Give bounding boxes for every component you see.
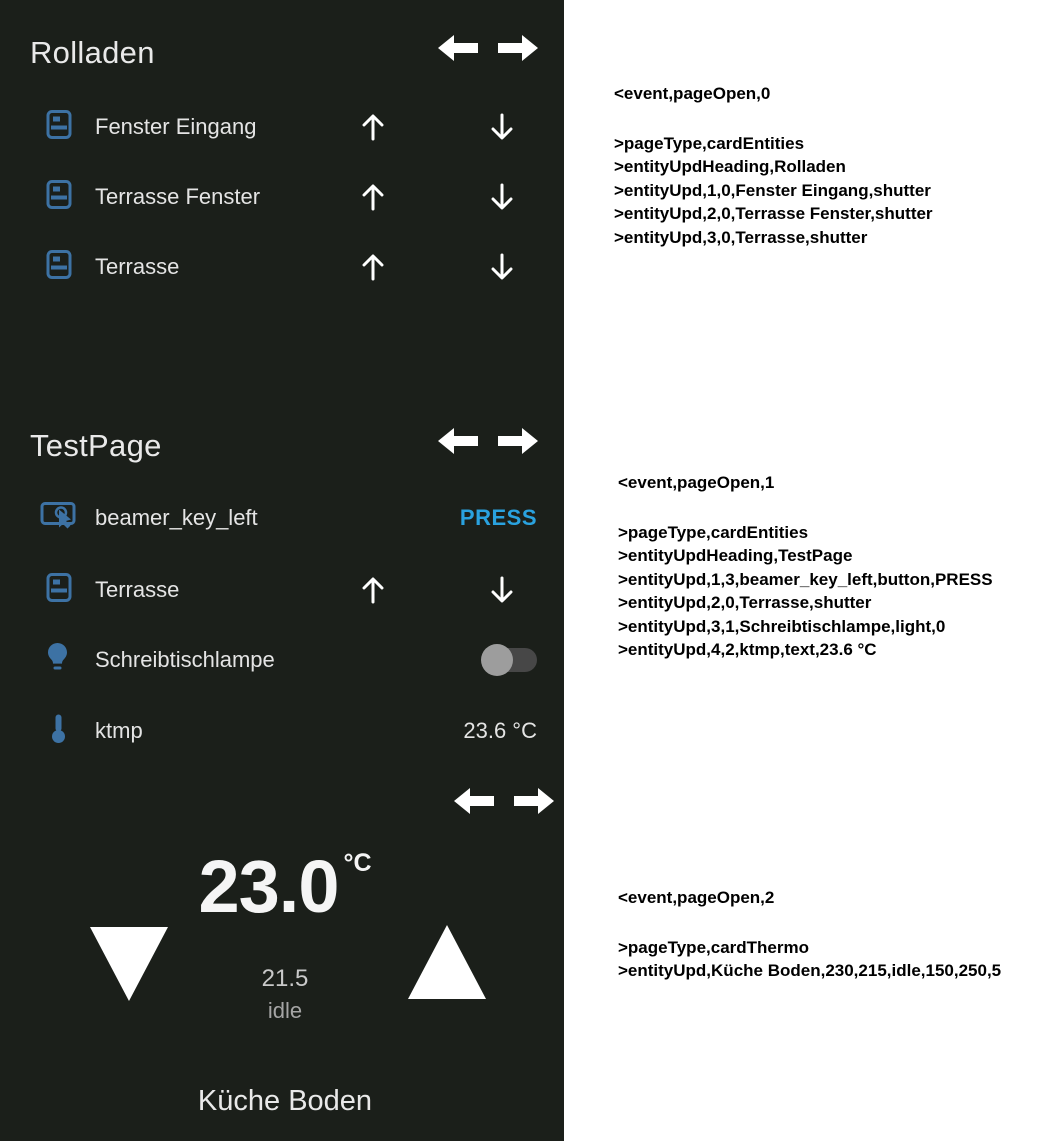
protocol-block-page2: [618, 886, 1001, 983]
protocol-line: >entityUpd,2,0,Terrasse Fenster,shutter: [614, 204, 933, 223]
thermometer-icon: [50, 713, 67, 749]
shutter-down-icon[interactable]: [489, 181, 515, 213]
entity-label: Terrasse: [95, 254, 180, 279]
entity-row: [0, 559, 564, 621]
thermo-title: Küche Boden: [197, 1085, 373, 1117]
nav-right-arrow-icon[interactable]: [496, 426, 540, 456]
protocol-line: >entityUpd,Küche Boden,230,215,idle,150,250,5: [618, 961, 1002, 980]
toggle-knob: [481, 644, 513, 676]
gesture-tap-button-icon: [40, 499, 76, 538]
entity-row: [0, 166, 564, 228]
protocol-gap: [618, 910, 1001, 936]
protocol-line: <event,pageOpen,1: [618, 473, 775, 492]
protocol-block-page1: [618, 471, 993, 662]
protocol-block-page0: [614, 82, 933, 249]
protocol-line: >entityUpdHeading,TestPage: [618, 546, 853, 565]
protocol-line: >entityUpd,1,0,Fenster Eingang,shutter: [614, 180, 931, 200]
protocol-line: >pageType,cardThermo: [618, 937, 809, 957]
entity-row: [0, 700, 564, 762]
temperature-value: 23.6 °C: [463, 718, 537, 743]
protocol-line: >entityUpd,4,2,ktmp,text,23.6 °C: [618, 640, 877, 659]
nav-left-arrow-icon[interactable]: [436, 33, 480, 63]
entity-label: ktmp: [95, 718, 143, 743]
lightbulb-icon: [46, 642, 69, 678]
shutter-up-icon[interactable]: [360, 574, 386, 606]
page-title: TestPage: [30, 428, 162, 463]
entity-label: Terrasse Fenster: [95, 184, 261, 209]
protocol-line: >entityUpd,3,1,Schreibtischlampe,light,0: [618, 616, 946, 636]
setpoint-temperature: 21.5: [261, 965, 309, 992]
entity-label: Schreibtischlampe: [95, 647, 275, 672]
entity-row: [0, 96, 564, 158]
protocol-line: >entityUpd,3,0,Terrasse,shutter: [614, 227, 868, 247]
protocol-line: >entityUpdHeading,Rolladen: [614, 157, 846, 176]
shutter-up-icon[interactable]: [360, 111, 386, 143]
protocol-line: >entityUpd,1,3,beamer_key_left,button,PRESS: [618, 569, 993, 589]
nav-right-arrow-icon[interactable]: [512, 786, 556, 816]
nav-left-arrow-icon[interactable]: [452, 786, 496, 816]
nav-left-arrow-icon[interactable]: [436, 426, 480, 456]
light-toggle-switch[interactable]: [483, 648, 537, 672]
current-temperature-value: 23.0: [198, 845, 339, 928]
protocol-line: <event,pageOpen,0: [614, 84, 771, 103]
page-title: Rolladen: [30, 35, 155, 70]
window-shutter-icon: [46, 573, 72, 608]
press-button[interactable]: PRESS: [459, 505, 537, 530]
temperature-unit: °C: [343, 849, 372, 877]
shutter-up-icon[interactable]: [360, 181, 386, 213]
entity-label: Fenster Eingang: [95, 114, 257, 139]
protocol-line: >entityUpd,2,0,Terrasse,shutter: [618, 593, 872, 612]
protocol-line: <event,pageOpen,2: [618, 888, 775, 907]
shutter-down-icon[interactable]: [489, 574, 515, 606]
shutter-down-icon[interactable]: [489, 111, 515, 143]
protocol-line: >pageType,cardEntities: [614, 133, 805, 153]
window-shutter-icon: [46, 110, 72, 145]
protocol-gap: [618, 495, 993, 521]
protocol-gap: [614, 106, 933, 132]
nav-right-arrow-icon[interactable]: [496, 33, 540, 63]
window-shutter-icon: [46, 180, 72, 215]
shutter-down-icon[interactable]: [489, 251, 515, 283]
entity-row: [0, 629, 564, 691]
entity-row: [0, 487, 564, 549]
entity-label: beamer_key_left: [95, 505, 258, 530]
protocol-line: >pageType,cardEntities: [618, 522, 809, 542]
entity-label: Terrasse: [95, 577, 180, 602]
shutter-up-icon[interactable]: [360, 251, 386, 283]
entity-row: [0, 236, 564, 298]
hvac-state: idle: [267, 998, 303, 1023]
window-shutter-icon: [46, 250, 72, 285]
